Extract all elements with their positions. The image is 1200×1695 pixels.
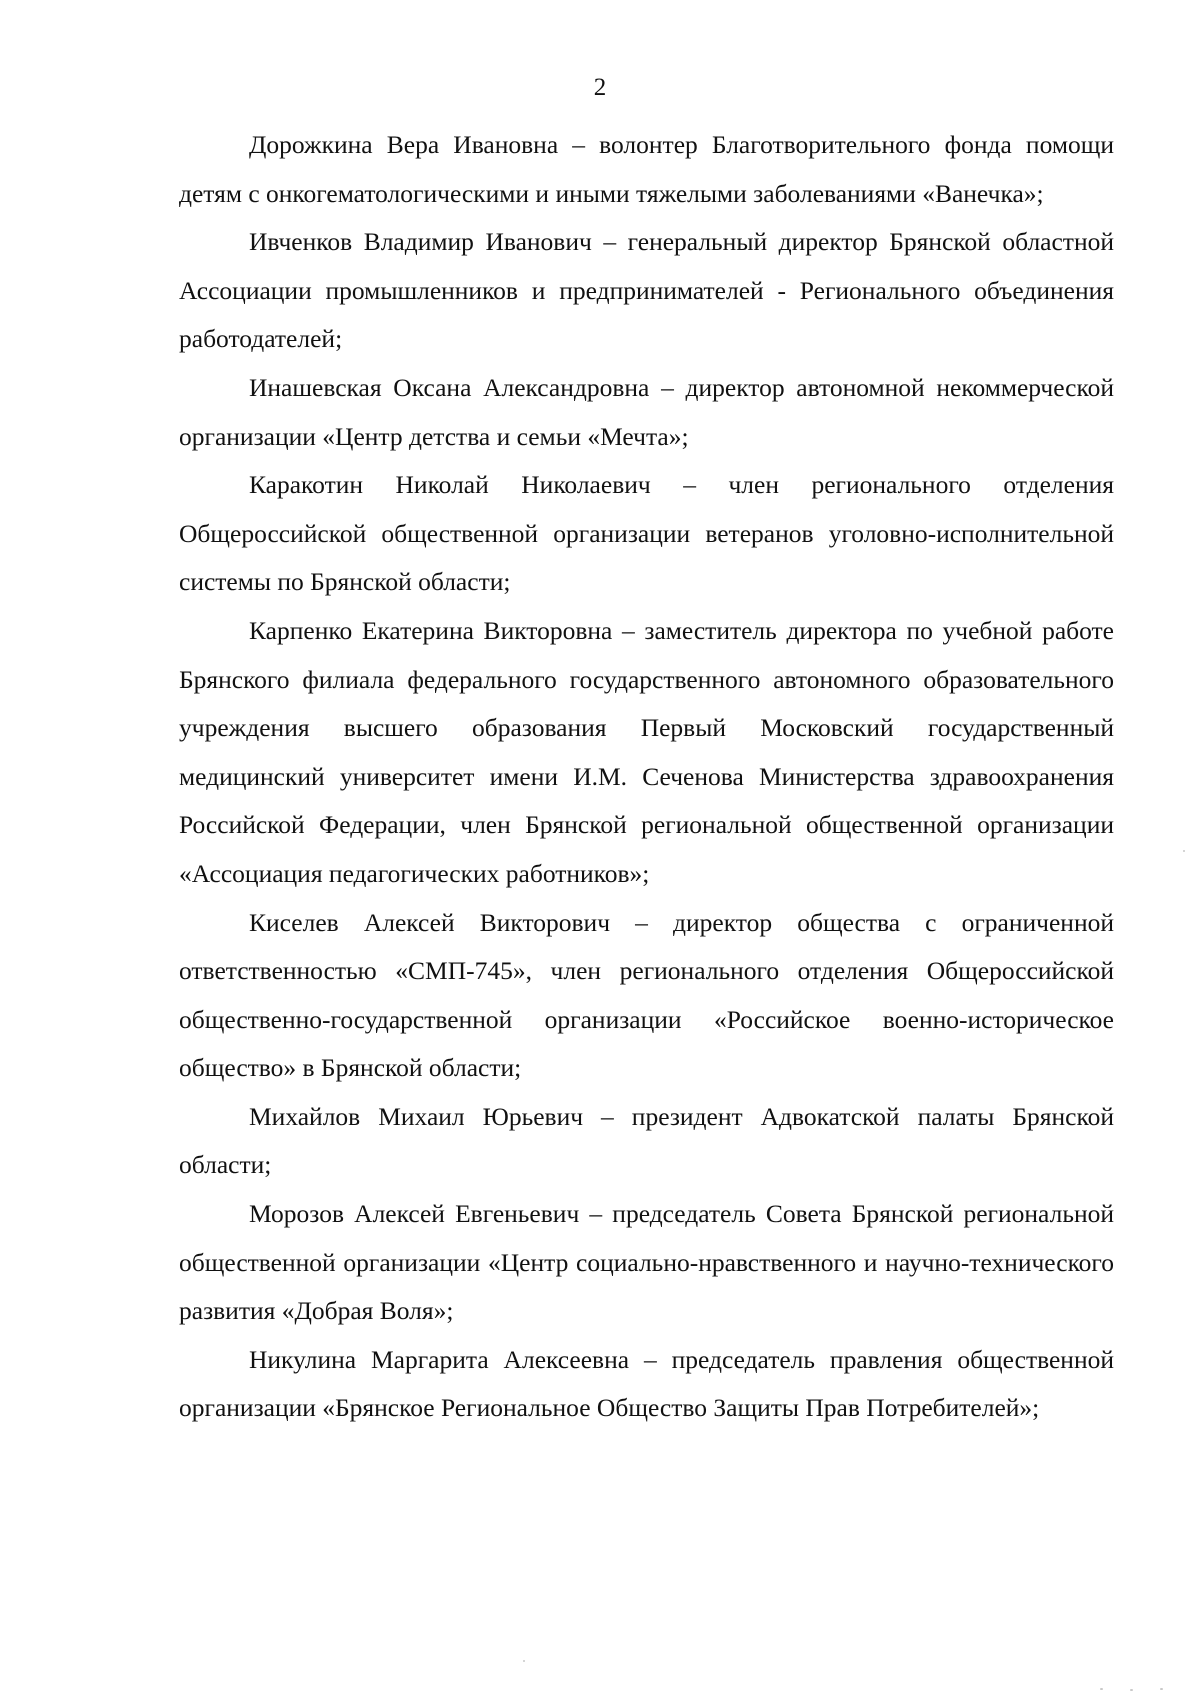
scan-speck — [1160, 1688, 1163, 1690]
list-item: Ивченков Владимир Иванович – генеральный директор Брянской областной Ассоциации промышленников и предпринимателей - Регионального объединения работодателей; — [179, 227, 1114, 354]
list-item: Карпенко Екатерина Викторовна – заместитель директора по учебной работе Брянского филиала федерального государственного автономного образовательного учреждения высшего образования Первый Московский государственный медицинский университет имени И.М. Сеченова Министерства здравоохранения Российской Федерации, член Брянской региональной общественной организации «Ассоциация педагогических работников»; — [179, 615, 1114, 888]
list-item: Дорожкина Вера Ивановна – волонтер Благотворительного фонда помощи детям с онкогематологическими и иными тяжелыми заболеваниями «Ванечка»; — [179, 130, 1114, 208]
list-item: Морозов Алексей Евгеньевич – председатель Совета Брянской региональной общественной организации «Центр социально-нравственного и научно-технического развития «Добрая Воля»; — [179, 1199, 1114, 1326]
list-item: Никулина Маргарита Алексеевна – председатель правления общественной организации «Брянское Региональное Общество Защиты Прав Потребителей»; — [179, 1344, 1114, 1423]
scan-speck — [1183, 850, 1185, 852]
member-list — [179, 121, 1114, 1433]
scan-speck — [1130, 1689, 1133, 1691]
list-item: Инашевская Оксана Александровна – директор автономной некоммерческой организации «Центр детства и семьи «Мечта»; — [179, 372, 1114, 451]
scan-speck — [1100, 1688, 1103, 1690]
list-item: Михайлов Михаил Юрьевич – президент Адвокатской палаты Брянской области; — [179, 1101, 1114, 1180]
list-item: Каракотин Николай Николаевич – член регионального отделения Общероссийской общественной организации ветеранов уголовно-исполнительной системы по Брянской области; — [179, 470, 1114, 597]
list-item: Киселев Алексей Викторович – директор общества с ограниченной ответственностью «СМП-745», член регионального отделения Общероссийской общественно-государственной организации «Российское военно-историческое общество» в Брянской области; — [179, 907, 1114, 1083]
scan-speck — [523, 1660, 525, 1662]
page-number: 2 — [593, 74, 607, 101]
